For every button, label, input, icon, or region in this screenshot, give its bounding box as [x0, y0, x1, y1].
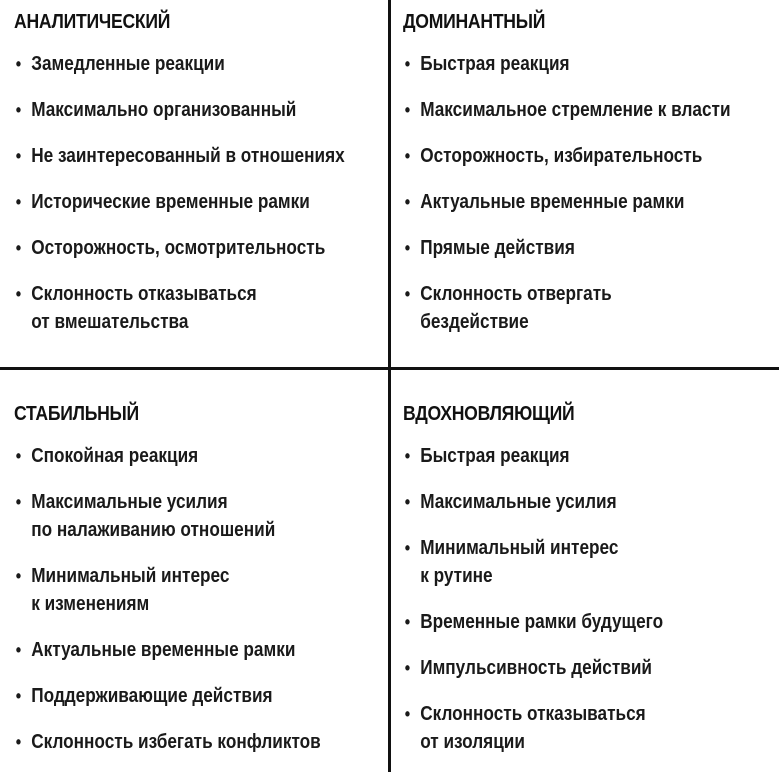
bullet-icon: • — [404, 192, 411, 212]
trait-text: Актуальные временные рамки — [420, 191, 685, 213]
bullet-icon: • — [15, 146, 22, 166]
trait-item — [403, 280, 779, 336]
trait-list — [14, 442, 386, 756]
trait-text: Склонность отказываться от изоляции — [420, 703, 646, 753]
trait-item — [403, 700, 779, 756]
trait-text: Максимальные усилия по налаживанию отношений — [31, 491, 276, 541]
bullet-icon: • — [15, 446, 22, 466]
bullet-icon: • — [15, 192, 22, 212]
quadrant-title: ДОМИНАНТНЫЙ — [403, 11, 546, 33]
trait-item — [14, 728, 401, 756]
bullet-icon: • — [15, 732, 22, 752]
trait-item — [403, 608, 779, 636]
trait-text: Осторожность, избирательность — [420, 145, 703, 167]
trait-item — [14, 636, 401, 664]
trait-text: Максимально организованный — [31, 99, 297, 121]
trait-item — [403, 188, 779, 216]
trait-text: Минимальный интерес к рутине — [420, 537, 619, 587]
trait-text: Склонность отвергать бездействие — [420, 283, 612, 333]
quadrant-stable — [14, 400, 386, 774]
trait-item — [403, 50, 779, 78]
trait-text: Максимальные усилия — [420, 491, 617, 513]
trait-item — [403, 442, 779, 470]
bullet-icon: • — [404, 704, 411, 724]
bullet-icon: • — [404, 538, 411, 558]
quadrant-inspiring — [403, 400, 775, 774]
trait-text: Спокойная реакция — [31, 445, 199, 467]
bullet-icon: • — [404, 284, 411, 304]
trait-item — [403, 488, 779, 516]
bullet-icon: • — [15, 640, 22, 660]
bullet-icon: • — [15, 566, 22, 586]
bullet-icon: • — [15, 686, 22, 706]
bullet-icon: • — [15, 54, 22, 74]
trait-text: Склонность избегать конфликтов — [31, 731, 321, 753]
quadrant-analytic — [14, 8, 386, 354]
trait-item — [403, 234, 779, 262]
trait-text: Актуальные временные рамки — [31, 639, 296, 661]
trait-text: Прямые действия — [420, 237, 575, 259]
trait-item — [14, 280, 401, 336]
quadrant-title: ВДОХНОВЛЯЮЩИЙ — [403, 403, 575, 425]
trait-item — [403, 96, 779, 124]
trait-text: Осторожность, осмотрительность — [31, 237, 326, 259]
bullet-icon: • — [404, 54, 411, 74]
trait-text: Поддерживающие действия — [31, 685, 273, 707]
trait-item — [14, 96, 401, 124]
bullet-icon: • — [404, 612, 411, 632]
trait-text: Минимальный интерес к изменениям — [31, 565, 230, 615]
trait-item — [14, 142, 401, 170]
bullet-icon: • — [404, 146, 411, 166]
trait-item — [403, 654, 779, 682]
bullet-icon: • — [404, 446, 411, 466]
trait-text: Максимальное стремление к власти — [420, 99, 731, 121]
trait-text: Замедленные реакции — [31, 53, 225, 75]
bullet-icon: • — [404, 238, 411, 258]
bullet-icon: • — [15, 492, 22, 512]
bullet-icon: • — [15, 284, 22, 304]
trait-list — [403, 442, 775, 756]
bullet-icon: • — [404, 658, 411, 678]
trait-list — [403, 50, 775, 336]
trait-text: Быстрая реакция — [420, 53, 570, 75]
trait-item — [14, 488, 401, 544]
trait-item — [14, 442, 401, 470]
trait-item — [403, 142, 779, 170]
bullet-icon: • — [15, 238, 22, 258]
trait-text: Склонность отказываться от вмешательства — [31, 283, 257, 333]
trait-item — [14, 50, 401, 78]
quadrant-title: АНАЛИТИЧЕСКИЙ — [14, 11, 171, 33]
trait-text: Исторические временные рамки — [31, 191, 310, 213]
trait-text: Импульсивность действий — [420, 657, 653, 679]
trait-item — [403, 534, 779, 590]
trait-item — [14, 682, 401, 710]
trait-text: Временные рамки будущего — [420, 611, 664, 633]
quadrant-dominant — [403, 8, 775, 354]
horizontal-divider — [0, 367, 779, 370]
bullet-icon: • — [404, 492, 411, 512]
trait-item — [14, 562, 401, 618]
trait-item — [14, 234, 401, 262]
trait-item — [14, 188, 401, 216]
trait-text: Быстрая реакция — [420, 445, 570, 467]
quadrant-title: СТАБИЛЬНЫЙ — [14, 403, 139, 425]
trait-list — [14, 50, 386, 336]
trait-text: Не заинтересованный в отношениях — [31, 145, 345, 167]
bullet-icon: • — [15, 100, 22, 120]
bullet-icon: • — [404, 100, 411, 120]
